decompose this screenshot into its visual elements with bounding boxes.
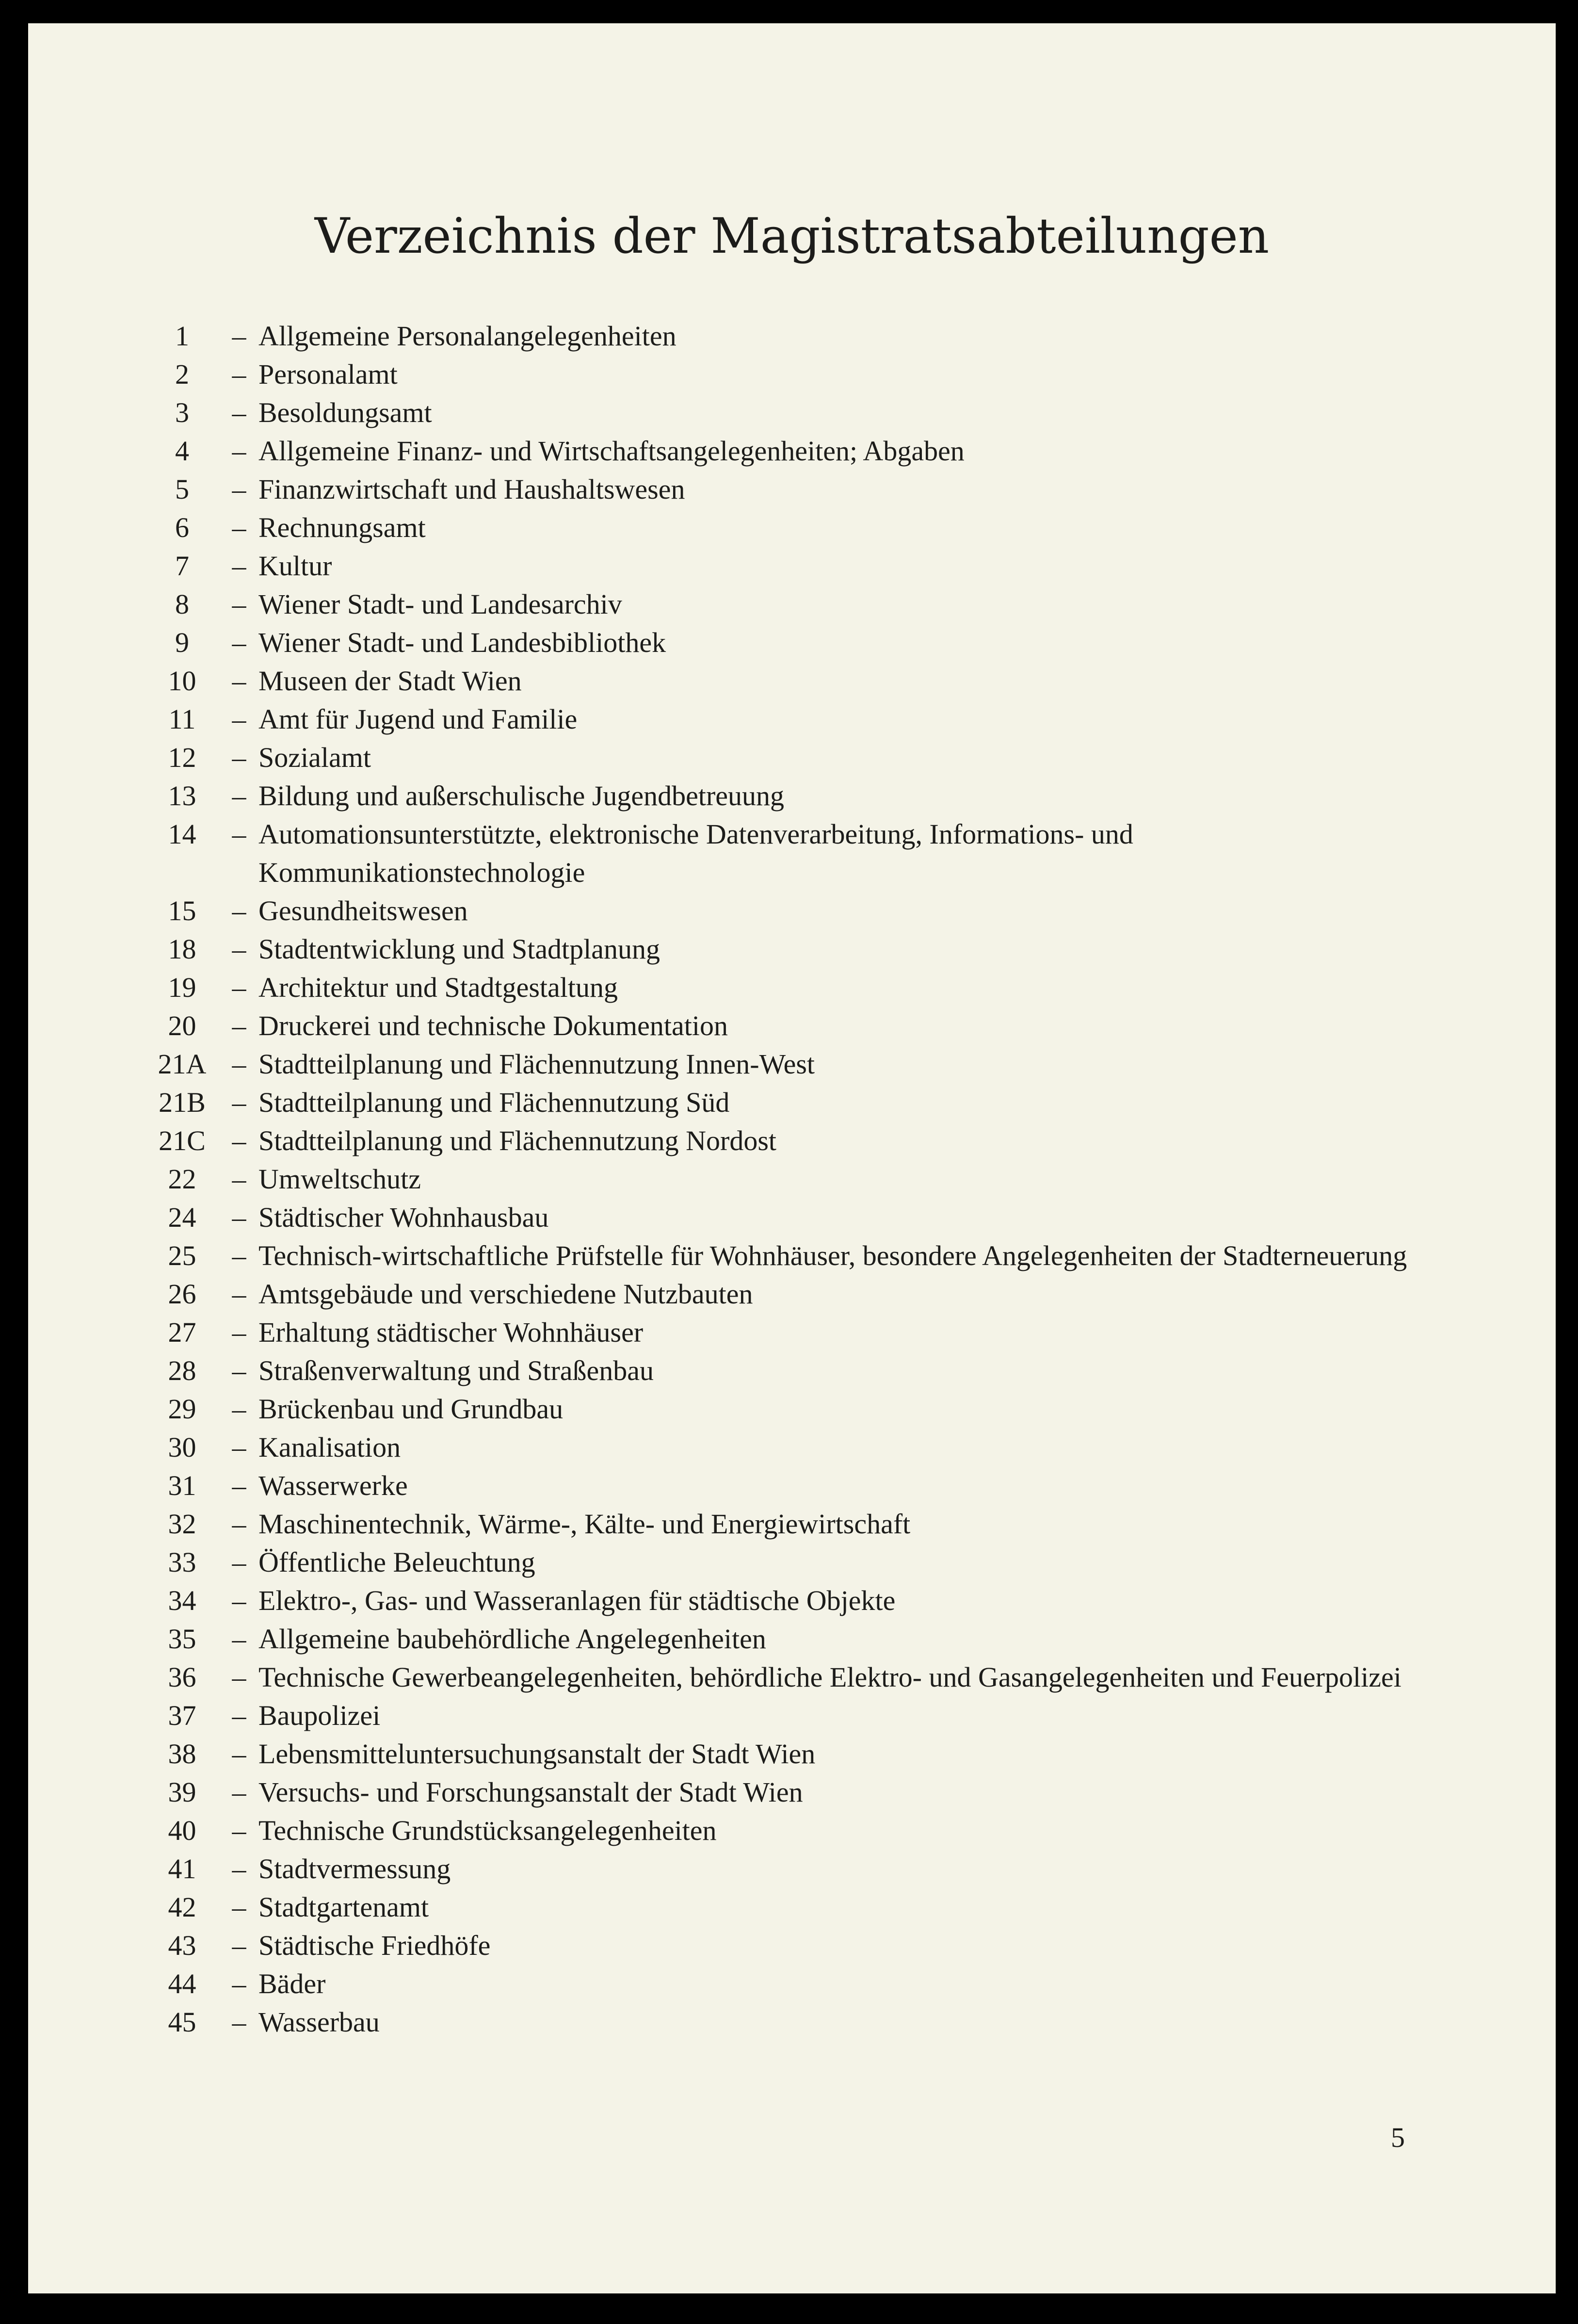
department-name: Architektur und Stadtgestaltung xyxy=(258,972,618,1003)
department-number: 37 xyxy=(168,1700,196,1731)
separator-dash: – xyxy=(232,972,246,1003)
department-name: Maschinentechnik, Wärme-, Kälte- und Energiewirtschaft xyxy=(258,1508,911,1540)
list-item xyxy=(145,1926,1464,1965)
department-name: Lebensmitteluntersuchungsanstalt der Stadt Wien xyxy=(258,1738,816,1770)
department-number: 29 xyxy=(168,1393,196,1425)
department-name: Finanzwirtschaft und Haushaltswesen xyxy=(258,473,685,505)
department-name: Allgemeine Personalangelegenheiten xyxy=(258,320,676,352)
department-number: 26 xyxy=(168,1278,196,1310)
document-page xyxy=(28,23,1556,2293)
department-name: Personalamt xyxy=(258,358,398,390)
list-item xyxy=(145,1543,1464,1581)
separator-dash: – xyxy=(232,1202,246,1233)
department-number: 19 xyxy=(168,972,196,1003)
department-name: Amtsgebäude und verschiedene Nutzbauten xyxy=(258,1278,753,1310)
department-name: Wasserbau xyxy=(258,2006,380,2038)
list-item xyxy=(145,317,1464,355)
department-number: 8 xyxy=(175,588,189,620)
department-number: 28 xyxy=(168,1355,196,1386)
department-number: 25 xyxy=(168,1240,196,1271)
separator-dash: – xyxy=(232,895,246,926)
department-name: Druckerei und technische Dokumentation xyxy=(258,1010,728,1041)
separator-dash: – xyxy=(232,1776,246,1808)
separator-dash: – xyxy=(232,358,246,390)
department-name: Brückenbau und Grundbau xyxy=(258,1393,564,1425)
list-item xyxy=(145,1045,1464,1083)
department-name: Versuchs- und Forschungsanstalt der Stadt Wien xyxy=(258,1776,803,1808)
separator-dash: – xyxy=(232,1661,246,1693)
list-item xyxy=(145,1313,1464,1351)
list-item xyxy=(145,2003,1464,2041)
department-number: 5 xyxy=(175,473,189,505)
separator-dash: – xyxy=(232,1815,246,1846)
department-number: 21B xyxy=(159,1087,206,1118)
list-item xyxy=(145,700,1464,738)
department-number: 42 xyxy=(168,1891,196,1923)
list-item xyxy=(145,1965,1464,2003)
separator-dash: – xyxy=(232,818,246,850)
department-name: Stadtteilplanung und Flächennutzung Innen-West xyxy=(258,1048,815,1080)
department-number: 45 xyxy=(168,2006,196,2038)
separator-dash: – xyxy=(232,1585,246,1616)
list-item xyxy=(145,968,1464,1007)
list-item xyxy=(145,738,1464,777)
list-item xyxy=(145,393,1464,432)
department-name: Stadtentwicklung und Stadtplanung xyxy=(258,933,660,965)
list-item xyxy=(145,355,1464,393)
separator-dash: – xyxy=(232,703,246,735)
department-number: 32 xyxy=(168,1508,196,1540)
separator-dash: – xyxy=(232,1125,246,1156)
department-name: Straßenverwaltung und Straßenbau xyxy=(258,1355,654,1386)
department-name: Städtischer Wohnhausbau xyxy=(258,1202,549,1233)
department-name: Umweltschutz xyxy=(258,1163,421,1195)
separator-dash: – xyxy=(232,627,246,658)
list-item xyxy=(145,1850,1464,1888)
list-item xyxy=(145,470,1464,508)
separator-dash: – xyxy=(232,2006,246,2038)
separator-dash: – xyxy=(232,1546,246,1578)
department-name: Wiener Stadt- und Landesarchiv xyxy=(258,588,622,620)
department-number: 3 xyxy=(175,397,189,428)
separator-dash: – xyxy=(232,1431,246,1463)
department-number: 7 xyxy=(175,550,189,582)
list-item xyxy=(145,662,1464,700)
separator-dash: – xyxy=(232,512,246,543)
department-name: Technische Grundstücksangelegenheiten xyxy=(258,1815,717,1846)
department-number: 4 xyxy=(175,435,189,467)
separator-dash: – xyxy=(232,1968,246,1999)
department-number: 20 xyxy=(168,1010,196,1041)
separator-dash: – xyxy=(232,1891,246,1923)
department-name: Allgemeine baubehördliche Angelegenheiten xyxy=(258,1623,766,1655)
department-name: Stadtteilplanung und Flächennutzung Süd xyxy=(258,1087,730,1118)
separator-dash: – xyxy=(232,1010,246,1041)
department-name: Öffentliche Beleuchtung xyxy=(258,1546,535,1578)
list-item xyxy=(145,1696,1464,1735)
list-item xyxy=(145,1581,1464,1620)
list-item xyxy=(145,1083,1464,1121)
separator-dash: – xyxy=(232,742,246,773)
department-number: 6 xyxy=(175,512,189,543)
separator-dash: – xyxy=(232,1738,246,1770)
list-item xyxy=(145,1735,1464,1773)
department-number: 1 xyxy=(175,320,189,352)
department-number: 2 xyxy=(175,358,189,390)
separator-dash: – xyxy=(232,1278,246,1310)
department-name: Besoldungsamt xyxy=(258,397,432,428)
list-item xyxy=(145,547,1464,585)
list-item xyxy=(145,892,1464,930)
separator-dash: – xyxy=(232,1240,246,1271)
department-number: 21A xyxy=(158,1048,207,1080)
department-name: Technische Gewerbeangelegenheiten, behördliche Elektro- und Gasangelegenheiten und Feuerpolizei xyxy=(258,1661,1401,1693)
list-item xyxy=(145,815,1464,892)
department-number: 10 xyxy=(168,665,196,697)
list-item xyxy=(145,1121,1464,1160)
list-item xyxy=(145,1236,1464,1275)
department-number: 12 xyxy=(168,742,196,773)
department-name: Stadtvermessung xyxy=(258,1853,451,1885)
department-name: Gesundheitswesen xyxy=(258,895,468,926)
department-name: Wasserwerke xyxy=(258,1470,408,1501)
separator-dash: – xyxy=(232,1470,246,1501)
separator-dash: – xyxy=(232,1393,246,1425)
list-item xyxy=(145,1773,1464,1811)
department-name: Allgemeine Finanz- und Wirtschaftsangelegenheiten; Abgaben xyxy=(258,435,965,467)
list-item xyxy=(145,1160,1464,1198)
separator-dash: – xyxy=(232,473,246,505)
list-item xyxy=(145,432,1464,470)
list-item xyxy=(145,1390,1464,1428)
department-number: 24 xyxy=(168,1202,196,1233)
department-number: 14 xyxy=(168,818,196,850)
department-number: 9 xyxy=(175,627,189,658)
separator-dash: – xyxy=(232,588,246,620)
separator-dash: – xyxy=(232,1623,246,1655)
department-number: 22 xyxy=(168,1163,196,1195)
list-item xyxy=(145,1658,1464,1696)
department-number: 15 xyxy=(168,895,196,926)
department-name: Bäder xyxy=(258,1968,326,1999)
department-number: 21C xyxy=(159,1125,206,1156)
department-name: Bildung und außerschulische Jugendbetreuung xyxy=(258,780,785,812)
list-item xyxy=(145,1888,1464,1926)
department-number: 30 xyxy=(168,1431,196,1463)
department-name: Wiener Stadt- und Landesbibliothek xyxy=(258,627,666,658)
list-item xyxy=(145,585,1464,623)
department-number: 43 xyxy=(168,1930,196,1961)
separator-dash: – xyxy=(232,550,246,582)
separator-dash: – xyxy=(232,1508,246,1540)
list-item xyxy=(145,1198,1464,1236)
department-name: Baupolizei xyxy=(258,1700,381,1731)
separator-dash: – xyxy=(232,1316,246,1348)
department-number: 27 xyxy=(168,1316,196,1348)
department-number: 39 xyxy=(168,1776,196,1808)
separator-dash: – xyxy=(232,1853,246,1885)
list-item xyxy=(145,1275,1464,1313)
page-title: Verzeichnis der Magistratsabteilungen xyxy=(314,208,1270,264)
list-item xyxy=(145,930,1464,968)
department-name: Rechnungsamt xyxy=(258,512,426,543)
separator-dash: – xyxy=(232,1930,246,1961)
department-number: 11 xyxy=(168,703,196,735)
department-number: 40 xyxy=(168,1815,196,1846)
department-list xyxy=(145,317,1464,2041)
department-name: Stadtteilplanung und Flächennutzung Nordost xyxy=(258,1125,777,1156)
department-number: 35 xyxy=(168,1623,196,1655)
department-name: Stadtgartenamt xyxy=(258,1891,429,1923)
separator-dash: – xyxy=(232,1087,246,1118)
department-name: Automationsunterstützte, elektronische Datenverarbeitung, Informations- und Kommunikationstechnologie xyxy=(258,818,1133,888)
list-item xyxy=(145,1007,1464,1045)
list-item xyxy=(145,1466,1464,1505)
separator-dash: – xyxy=(232,665,246,697)
list-item xyxy=(145,508,1464,547)
department-number: 44 xyxy=(168,1968,196,1999)
department-name: Elektro-, Gas- und Wasseranlagen für städtische Objekte xyxy=(258,1585,896,1616)
separator-dash: – xyxy=(232,320,246,352)
department-name: Sozialamt xyxy=(258,742,371,773)
department-number: 18 xyxy=(168,933,196,965)
department-number: 34 xyxy=(168,1585,196,1616)
department-name: Technisch-wirtschaftliche Prüfstelle für Wohnhäuser, besondere Angelegenheiten der Stadterneuerung xyxy=(258,1240,1407,1271)
page-number: 5 xyxy=(1391,2122,1405,2153)
department-name: Kultur xyxy=(258,550,332,582)
separator-dash: – xyxy=(232,1355,246,1386)
list-item xyxy=(145,623,1464,662)
separator-dash: – xyxy=(232,1700,246,1731)
department-number: 13 xyxy=(168,780,196,812)
separator-dash: – xyxy=(232,1163,246,1195)
separator-dash: – xyxy=(232,435,246,467)
department-name: Städtische Friedhöfe xyxy=(258,1930,491,1961)
department-name: Museen der Stadt Wien xyxy=(258,665,522,697)
separator-dash: – xyxy=(232,780,246,812)
department-number: 36 xyxy=(168,1661,196,1693)
list-item xyxy=(145,1428,1464,1466)
separator-dash: – xyxy=(232,397,246,428)
department-name: Amt für Jugend und Familie xyxy=(258,703,578,735)
list-item xyxy=(145,1351,1464,1390)
department-number: 41 xyxy=(168,1853,196,1885)
separator-dash: – xyxy=(232,933,246,965)
department-number: 38 xyxy=(168,1738,196,1770)
department-number: 33 xyxy=(168,1546,196,1578)
department-number: 31 xyxy=(168,1470,196,1501)
list-item xyxy=(145,1811,1464,1850)
department-name: Kanalisation xyxy=(258,1431,401,1463)
department-name: Erhaltung städtischer Wohnhäuser xyxy=(258,1316,644,1348)
list-item xyxy=(145,1505,1464,1543)
list-item xyxy=(145,1620,1464,1658)
list-item xyxy=(145,777,1464,815)
separator-dash: – xyxy=(232,1048,246,1080)
